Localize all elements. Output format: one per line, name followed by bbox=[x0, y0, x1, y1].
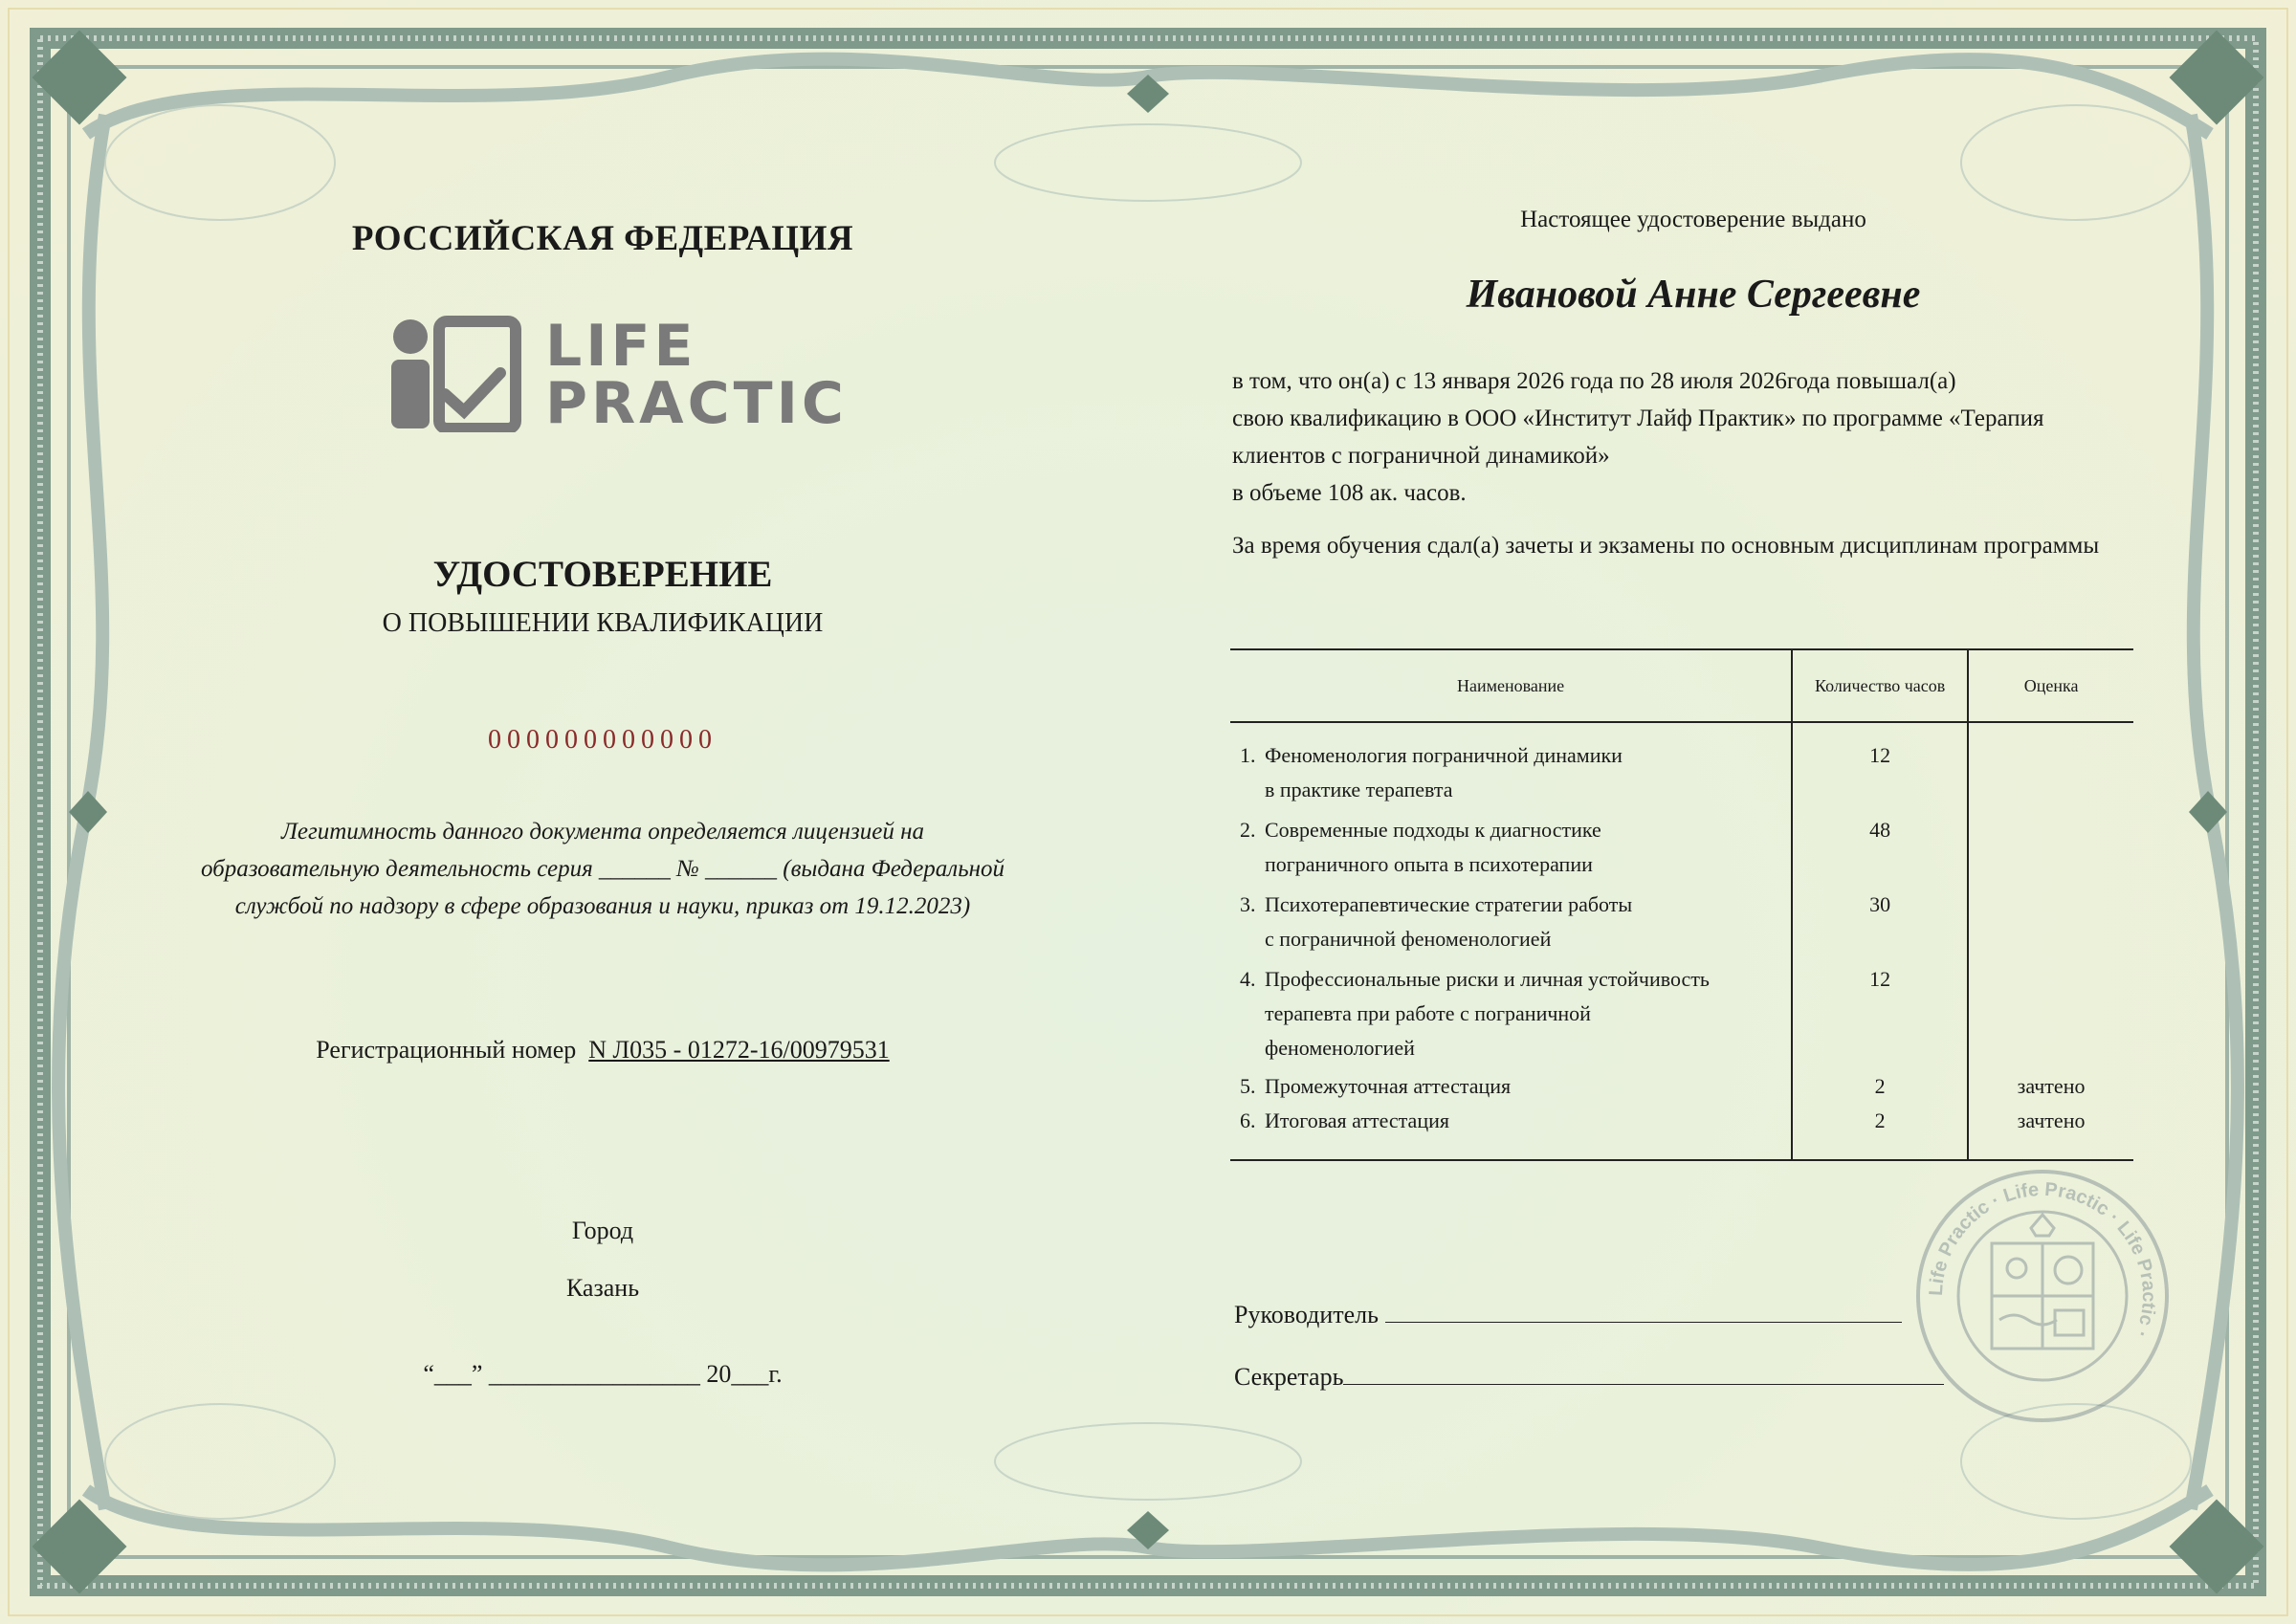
discipline-name: Профессиональные риски и личная устойчивость bbox=[1265, 967, 1710, 991]
header-hours: Количество часов bbox=[1792, 649, 1968, 722]
issue-date-line: “___” _________________ 20___г. bbox=[423, 1360, 783, 1388]
logo-icon bbox=[387, 316, 521, 432]
discipline-name: Промежуточная аттестация bbox=[1265, 1074, 1512, 1098]
registration-label: Регистрационный номер bbox=[316, 1036, 577, 1064]
secretary-signature-line bbox=[1234, 1363, 1944, 1392]
qualification-line-1: в том, что он(а) с 13 января 2026 года по 28 июля 2026года повышал(а) bbox=[1232, 368, 1956, 394]
header-name: Наименование bbox=[1230, 649, 1792, 722]
registration-value: N Л035 - 01272-16/00979531 bbox=[588, 1036, 890, 1064]
table-header-row bbox=[1230, 649, 2133, 722]
row-number: 2. bbox=[1240, 818, 1256, 842]
grade-cell: зачтено bbox=[1968, 1065, 2133, 1104]
registration-number bbox=[239, 1036, 966, 1064]
issued-to-label: Настоящее удостоверение выдано bbox=[1520, 207, 1866, 232]
grade-cell bbox=[1968, 956, 2133, 1065]
discipline-name-cont: терапевта при работе с пограничной bbox=[1265, 1001, 1591, 1025]
disciplines-table bbox=[1230, 648, 2133, 1161]
row-number: 4. bbox=[1240, 967, 1256, 991]
discipline-name-cont: с пограничной феноменологией bbox=[1265, 927, 1552, 951]
serial-number: 000000000000 bbox=[488, 725, 718, 755]
city-label: Город bbox=[571, 1217, 634, 1244]
discipline-name: Современные подходы к диагностике bbox=[1265, 818, 1601, 842]
stamp-ring-text: Life Practic · Life Practic · Life Practic · bbox=[1925, 1178, 2160, 1342]
table-row bbox=[1230, 722, 2133, 807]
row-number: 3. bbox=[1240, 892, 1256, 916]
discipline-name-cont: в практике терапевта bbox=[1265, 778, 1453, 801]
grade-cell bbox=[1968, 807, 2133, 882]
discipline-name-cont: феноменологией bbox=[1265, 1036, 1415, 1060]
grade-cell bbox=[1968, 882, 2133, 956]
logo-word-life: LIFE bbox=[545, 313, 697, 380]
header-grade: Оценка bbox=[1968, 649, 2133, 722]
discipline-name-cont: пограничного опыта в психотерапии bbox=[1265, 852, 1593, 876]
hours-cell: 48 bbox=[1792, 807, 1968, 882]
discipline-name: Феноменология пограничной динамики bbox=[1265, 743, 1623, 767]
table-row bbox=[1230, 882, 2133, 956]
qualification-text bbox=[1232, 362, 2141, 512]
logo-word-practic: PRACTIC bbox=[545, 370, 848, 437]
discipline-name: Итоговая аттестация bbox=[1265, 1108, 1449, 1132]
hours-cell: 12 bbox=[1792, 722, 1968, 807]
country-title: РОССИЙСКАЯ ФЕДЕРАЦИЯ bbox=[351, 219, 854, 258]
qualification-line-3: в объеме 108 ак. часов. bbox=[1232, 480, 1467, 506]
table-row bbox=[1230, 1104, 2133, 1160]
document-subtitle: О ПОВЫШЕНИИ КВАЛИФИКАЦИИ bbox=[382, 608, 824, 638]
organization-stamp bbox=[1913, 1167, 2172, 1425]
recipient-name: Ивановой Анне Сергеевне bbox=[1466, 273, 1921, 317]
row-number: 6. bbox=[1240, 1108, 1256, 1132]
row-number: 1. bbox=[1240, 743, 1256, 767]
hours-cell: 2 bbox=[1792, 1065, 1968, 1104]
secretary-label: Секретарь bbox=[1234, 1363, 1344, 1391]
legitimacy-note: Легитимность данного документа определяется лицензией на образовательную деятельность серия ______ № ______ (выдана Федеральной службой по надзору в сфере образования и науки, приказ от 19.12.2023) bbox=[201, 819, 1004, 919]
grade-cell bbox=[1968, 722, 2133, 807]
head-label: Руководитель bbox=[1234, 1301, 1379, 1328]
city-name: Казань bbox=[565, 1274, 640, 1302]
row-number: 5. bbox=[1240, 1074, 1256, 1098]
life-practic-logo bbox=[387, 313, 848, 437]
head-signature-field bbox=[1385, 1303, 1902, 1323]
exams-text: За время обучения сдал(а) зачеты и экзамены по основным дисциплинам программы bbox=[1232, 533, 2100, 559]
hours-cell: 2 bbox=[1792, 1104, 1968, 1160]
qualification-line-2: свою квалификацию в ООО «Институт Лайф Практик» по программе «Терапия клиентов с пограничной динамикой» bbox=[1232, 406, 2044, 469]
hours-cell: 12 bbox=[1792, 956, 1968, 1065]
document-title: УДОСТОВЕРЕНИЕ bbox=[432, 554, 773, 595]
table-row bbox=[1230, 1065, 2133, 1104]
table-row bbox=[1230, 956, 2133, 1065]
discipline-name: Психотерапевтические стратегии работы bbox=[1265, 892, 1633, 916]
table-row bbox=[1230, 807, 2133, 882]
secretary-signature-field bbox=[1343, 1365, 1944, 1385]
hours-cell: 30 bbox=[1792, 882, 1968, 956]
head-signature-line bbox=[1234, 1301, 1902, 1329]
grade-cell: зачтено bbox=[1968, 1104, 2133, 1160]
